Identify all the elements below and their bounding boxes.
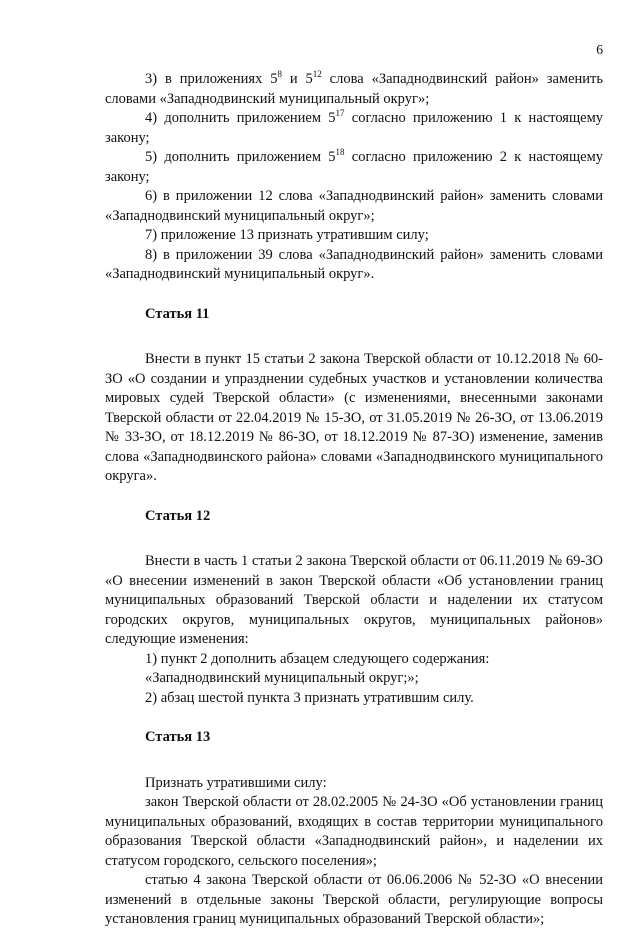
list-item: 6) в приложении 12 слова «Западнодвинский район» заменить словами «Западнодвинский муниципальный округ»;: [105, 188, 603, 224]
list-item: 3) в приложениях $5^8$ и $5^{12}$ слова «Западнодвинский район» заменить словами «Западнодвинский муниципальный округ»;: [105, 69, 603, 107]
article-11-text: Внести в пункт 15 статьи 2 закона Тверской области от 10.12.2018 № 60-ЗО «О создании и упразднении судебных участков и установлении количества мировых судей Тверской области» (с изменениями, внесенными законами Тверской области от 22.04.2019 № 15-ЗО, от 31.05.2019 № 26-ЗО, от 13.06.2019 № 33-ЗО, от 18.12.2019 № 86-ЗО, от 18.12.2019 № 87-ЗО) изменение, заменив слова «Западнодвинского района» словами «Западнодвинского муниципального округа».: [105, 351, 603, 484]
page-number: 6: [596, 42, 603, 57]
article-13-paragraph: закон Тверской области от 28.02.2005 № 24-ЗО «Об установлении границ муниципальных образований, входящих в состав территории муниципального образования Тверской области «Западнодвинский район», и наделении их статусом городского, сельского поселения»;: [105, 794, 603, 869]
list-item: 4) дополнить приложением $5^{17}$ согласно приложению 1 к настоящему закону;: [105, 108, 604, 146]
article-11-heading: Статья 11: [145, 305, 210, 322]
article-13-heading: Статья 13: [145, 729, 211, 745]
list-item: 8) в приложении 39 слова «Западнодвинский район» заменить словами «Западнодвинский муниципальный округ».: [105, 246, 603, 282]
article-12-paragraph: 2) абзац шестой пункта 3 признать утратившим силу.: [145, 689, 474, 706]
article-12-paragraph: 1) пункт 2 дополнить абзацем следующего содержания:: [145, 650, 490, 667]
article-12-heading: Статья 12: [145, 507, 211, 524]
list-item: 5) дополнить приложением $5^{18}$ согласно приложению 2 к настоящему закону;: [105, 147, 604, 185]
document-body: [105, 70, 603, 930]
article-12-paragraph: «Западнодвинский муниципальный округ;»;: [145, 670, 419, 686]
list-item: 7) приложение 13 признать утратившим силу;: [145, 227, 429, 243]
article-12-paragraph: Внести в часть 1 статьи 2 закона Тверской области от 06.11.2019 № 69-ЗО «О внесении изменений в закон Тверской области «Об установлении границ муниципальных образований Тверской области и наделении их статусом городских округов, муниципальных округов, муниципальных районов» следующие изменения:: [105, 553, 603, 647]
article-13-paragraph: статью 4 закона Тверской области от 06.06.2006 № 52-ЗО «О внесении изменений в отдельные законы Тверской области, регулирующие вопросы установления границ муниципальных образований Тверской области»;: [105, 872, 603, 927]
article-13-paragraph: Признать утратившими силу:: [145, 774, 327, 791]
